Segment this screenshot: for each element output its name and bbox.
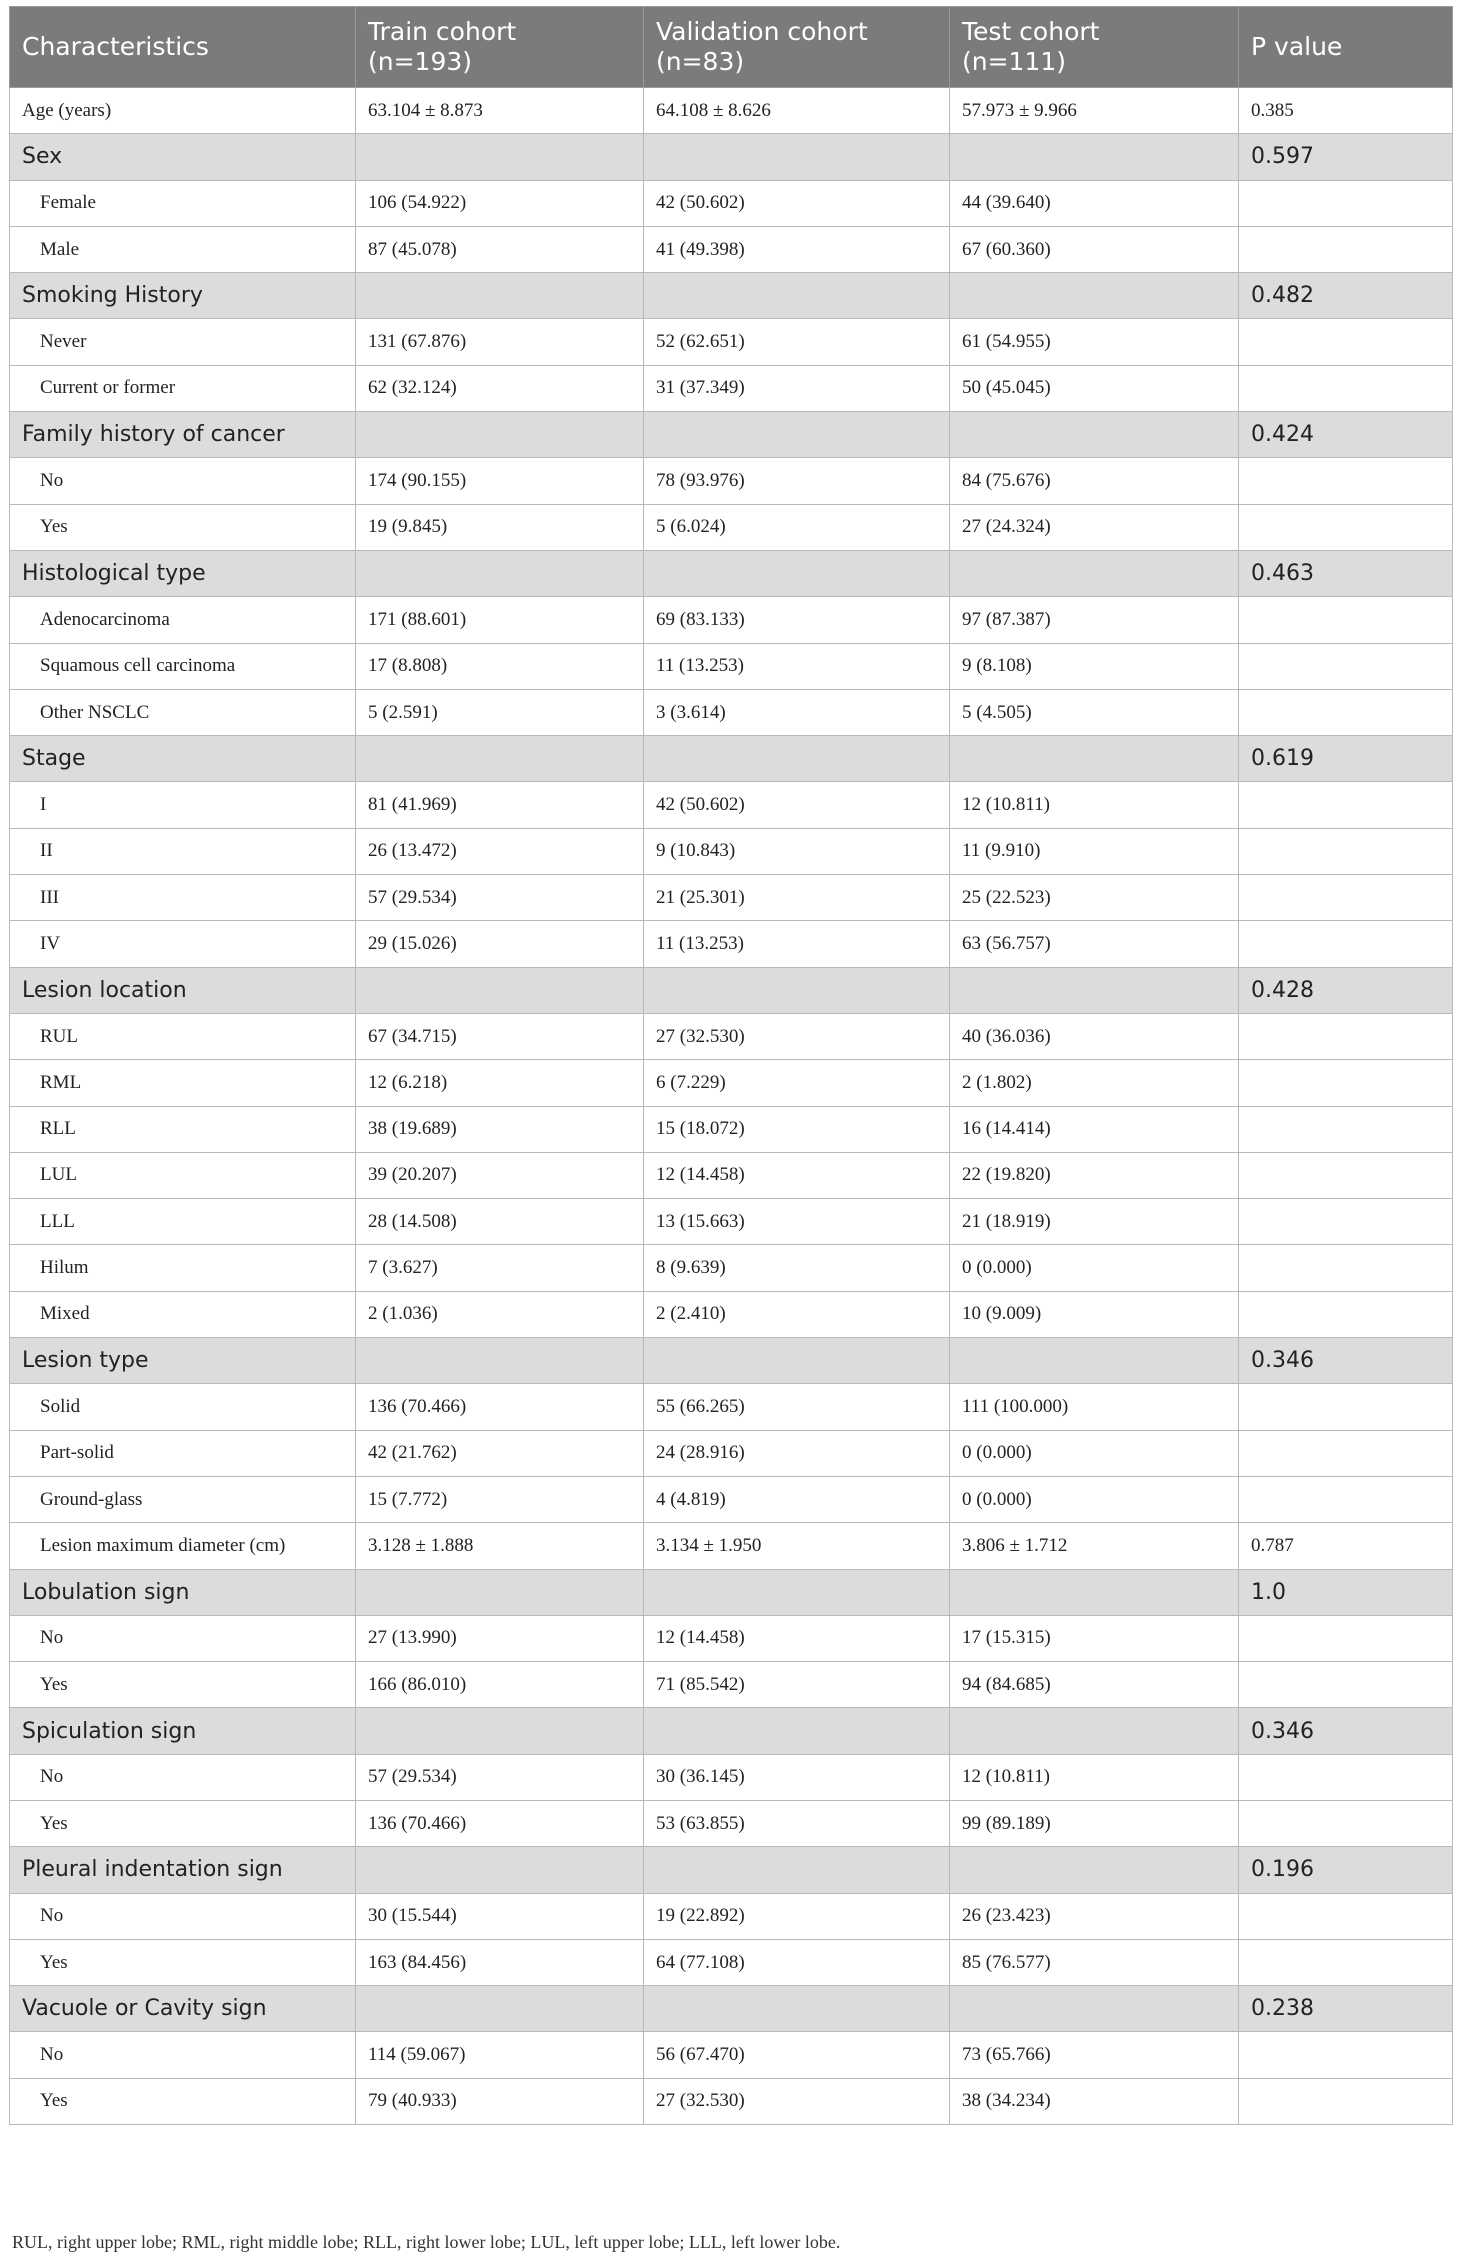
table-row: [10, 1523, 1453, 1569]
table-row: [10, 1893, 1453, 1939]
cohort-value-cell: 10 (9.009): [950, 1291, 1239, 1337]
p-value-cell: [1239, 1291, 1453, 1337]
cohort-value-cell: 63 (56.757): [950, 921, 1239, 967]
column-header-title: Characteristics: [22, 32, 209, 61]
group-header-row: [10, 273, 1453, 319]
cohort-value-cell: 71 (85.542): [644, 1662, 950, 1708]
row-label-cell: Male: [10, 226, 356, 272]
cohort-value-cell: [356, 1338, 644, 1384]
table-header-row: [10, 7, 1453, 88]
p-value-cell: [1239, 504, 1453, 550]
cohort-value-cell: 22 (19.820): [950, 1152, 1239, 1198]
p-value-cell: [1239, 828, 1453, 874]
p-value-cell: [1239, 875, 1453, 921]
cohort-value-cell: [644, 550, 950, 596]
cohort-value-cell: 44 (39.640): [950, 180, 1239, 226]
table-row: [10, 88, 1453, 134]
table-row: [10, 689, 1453, 735]
cohort-value-cell: 28 (14.508): [356, 1199, 644, 1245]
column-header: [1239, 7, 1453, 88]
cohort-value-cell: [950, 412, 1239, 458]
cohort-value-cell: 38 (34.234): [950, 2078, 1239, 2124]
row-label-cell: No: [10, 1615, 356, 1661]
group-header-row: [10, 134, 1453, 180]
row-label-cell: IV: [10, 921, 356, 967]
column-header-title: Train cohort: [368, 17, 517, 46]
cohort-value-cell: 64 (77.108): [644, 1939, 950, 1985]
cohort-value-cell: 16 (14.414): [950, 1106, 1239, 1152]
row-label-cell: Hilum: [10, 1245, 356, 1291]
cohort-value-cell: 21 (25.301): [644, 875, 950, 921]
row-label-cell: I: [10, 782, 356, 828]
table-row: [10, 2032, 1453, 2078]
p-value-cell: [1239, 1152, 1453, 1198]
row-label-cell: Ground-glass: [10, 1476, 356, 1522]
p-value-cell: [1239, 2032, 1453, 2078]
cohort-value-cell: 19 (22.892): [644, 1893, 950, 1939]
table-row: [10, 1615, 1453, 1661]
table-row: [10, 180, 1453, 226]
cohort-value-cell: 6 (7.229): [644, 1060, 950, 1106]
row-label-cell: RUL: [10, 1013, 356, 1059]
cohort-value-cell: 30 (36.145): [644, 1754, 950, 1800]
cohort-value-cell: [356, 412, 644, 458]
cohort-value-cell: 12 (14.458): [644, 1615, 950, 1661]
row-label-cell: Spiculation sign: [10, 1708, 356, 1754]
cohort-value-cell: [644, 273, 950, 319]
cohort-value-cell: 97 (87.387): [950, 597, 1239, 643]
group-header-row: [10, 1986, 1453, 2032]
table-row: [10, 828, 1453, 874]
cohort-value-cell: 15 (18.072): [644, 1106, 950, 1152]
group-header-row: [10, 967, 1453, 1013]
table-row: [10, 1939, 1453, 1985]
cohort-value-cell: 7 (3.627): [356, 1245, 644, 1291]
group-header-row: [10, 1569, 1453, 1615]
row-label-cell: Lesion location: [10, 967, 356, 1013]
p-value-cell: 0.619: [1239, 736, 1453, 782]
table-row: [10, 1245, 1453, 1291]
cohort-value-cell: [950, 1847, 1239, 1893]
row-label-cell: No: [10, 1893, 356, 1939]
p-value-cell: [1239, 643, 1453, 689]
p-value-cell: 0.196: [1239, 1847, 1453, 1893]
p-value-cell: [1239, 1893, 1453, 1939]
row-label-cell: Current or former: [10, 365, 356, 411]
cohort-value-cell: 30 (15.544): [356, 1893, 644, 1939]
characteristics-table: [9, 6, 1453, 2125]
cohort-value-cell: 12 (14.458): [644, 1152, 950, 1198]
cohort-value-cell: 11 (13.253): [644, 921, 950, 967]
cohort-value-cell: 57 (29.534): [356, 1754, 644, 1800]
cohort-value-cell: 166 (86.010): [356, 1662, 644, 1708]
cohort-value-cell: 61 (54.955): [950, 319, 1239, 365]
table-row: [10, 875, 1453, 921]
cohort-value-cell: 29 (15.026): [356, 921, 644, 967]
row-label-cell: II: [10, 828, 356, 874]
cohort-value-cell: 87 (45.078): [356, 226, 644, 272]
cohort-value-cell: 27 (13.990): [356, 1615, 644, 1661]
p-value-cell: [1239, 597, 1453, 643]
cohort-value-cell: [644, 1569, 950, 1615]
p-value-cell: [1239, 2078, 1453, 2124]
row-label-cell: RLL: [10, 1106, 356, 1152]
cohort-value-cell: [356, 550, 644, 596]
cohort-value-cell: 79 (40.933): [356, 2078, 644, 2124]
cohort-value-cell: 8 (9.639): [644, 1245, 950, 1291]
group-header-row: [10, 1708, 1453, 1754]
cohort-value-cell: 2 (2.410): [644, 1291, 950, 1337]
cohort-value-cell: 27 (32.530): [644, 2078, 950, 2124]
table-row: [10, 1430, 1453, 1476]
cohort-value-cell: [950, 1338, 1239, 1384]
cohort-value-cell: 3.134 ± 1.950: [644, 1523, 950, 1569]
cohort-value-cell: 11 (13.253): [644, 643, 950, 689]
cohort-value-cell: 42 (21.762): [356, 1430, 644, 1476]
table-row: [10, 1800, 1453, 1846]
cohort-value-cell: 3.806 ± 1.712: [950, 1523, 1239, 1569]
cohort-value-cell: 136 (70.466): [356, 1800, 644, 1846]
column-header-count: (n=111): [962, 47, 1067, 76]
table-body: [10, 88, 1453, 2125]
p-value-cell: [1239, 180, 1453, 226]
p-value-cell: [1239, 782, 1453, 828]
p-value-cell: [1239, 319, 1453, 365]
cohort-value-cell: [950, 1986, 1239, 2032]
cohort-value-cell: [644, 134, 950, 180]
cohort-value-cell: 63.104 ± 8.873: [356, 88, 644, 134]
group-header-row: [10, 736, 1453, 782]
row-label-cell: Mixed: [10, 1291, 356, 1337]
cohort-value-cell: 0 (0.000): [950, 1476, 1239, 1522]
p-value-cell: [1239, 1662, 1453, 1708]
column-header-title: Validation cohort: [656, 17, 868, 46]
cohort-value-cell: [644, 1708, 950, 1754]
table-row: [10, 226, 1453, 272]
cohort-value-cell: [644, 1847, 950, 1893]
cohort-value-cell: 3 (3.614): [644, 689, 950, 735]
cohort-value-cell: 15 (7.772): [356, 1476, 644, 1522]
table-row: [10, 1152, 1453, 1198]
table-row: [10, 319, 1453, 365]
cohort-value-cell: 62 (32.124): [356, 365, 644, 411]
cohort-value-cell: 171 (88.601): [356, 597, 644, 643]
cohort-value-cell: 40 (36.036): [950, 1013, 1239, 1059]
cohort-value-cell: [644, 1338, 950, 1384]
p-value-cell: 1.0: [1239, 1569, 1453, 1615]
p-value-cell: [1239, 1106, 1453, 1152]
table-row: [10, 504, 1453, 550]
row-label-cell: Pleural indentation sign: [10, 1847, 356, 1893]
group-header-row: [10, 550, 1453, 596]
cohort-value-cell: 81 (41.969): [356, 782, 644, 828]
cohort-value-cell: 12 (10.811): [950, 1754, 1239, 1800]
cohort-value-cell: 174 (90.155): [356, 458, 644, 504]
column-header: [644, 7, 950, 88]
cohort-value-cell: 136 (70.466): [356, 1384, 644, 1430]
table-row: [10, 458, 1453, 504]
cohort-value-cell: 52 (62.651): [644, 319, 950, 365]
column-header-count: (n=83): [656, 47, 745, 76]
p-value-cell: 0.463: [1239, 550, 1453, 596]
cohort-value-cell: 163 (84.456): [356, 1939, 644, 1985]
row-label-cell: Lesion maximum diameter (cm): [10, 1523, 356, 1569]
p-value-cell: [1239, 1476, 1453, 1522]
row-label-cell: Family history of cancer: [10, 412, 356, 458]
column-header: [10, 7, 356, 88]
cohort-value-cell: [356, 967, 644, 1013]
p-value-cell: 0.346: [1239, 1338, 1453, 1384]
p-value-cell: [1239, 226, 1453, 272]
cohort-value-cell: 53 (63.855): [644, 1800, 950, 1846]
cohort-value-cell: 24 (28.916): [644, 1430, 950, 1476]
cohort-value-cell: 17 (15.315): [950, 1615, 1239, 1661]
p-value-cell: [1239, 1800, 1453, 1846]
row-label-cell: Solid: [10, 1384, 356, 1430]
row-label-cell: Other NSCLC: [10, 689, 356, 735]
row-label-cell: Adenocarcinoma: [10, 597, 356, 643]
cohort-value-cell: [950, 273, 1239, 319]
column-header-title: Test cohort: [962, 17, 1100, 46]
cohort-value-cell: [644, 412, 950, 458]
row-label-cell: RML: [10, 1060, 356, 1106]
cohort-value-cell: [356, 1847, 644, 1893]
cohort-value-cell: 56 (67.470): [644, 2032, 950, 2078]
cohort-value-cell: 19 (9.845): [356, 504, 644, 550]
cohort-value-cell: 84 (75.676): [950, 458, 1239, 504]
table-row: [10, 1384, 1453, 1430]
cohort-value-cell: 55 (66.265): [644, 1384, 950, 1430]
cohort-value-cell: 21 (18.919): [950, 1199, 1239, 1245]
cohort-value-cell: 67 (34.715): [356, 1013, 644, 1059]
cohort-value-cell: 57 (29.534): [356, 875, 644, 921]
p-value-cell: [1239, 1199, 1453, 1245]
column-header-title: P value: [1251, 32, 1343, 61]
cohort-value-cell: [950, 1569, 1239, 1615]
p-value-cell: [1239, 1615, 1453, 1661]
cohort-value-cell: 41 (49.398): [644, 226, 950, 272]
cohort-value-cell: 9 (8.108): [950, 643, 1239, 689]
p-value-cell: [1239, 1060, 1453, 1106]
cohort-value-cell: 26 (23.423): [950, 1893, 1239, 1939]
group-header-row: [10, 412, 1453, 458]
cohort-value-cell: 5 (4.505): [950, 689, 1239, 735]
row-label-cell: Yes: [10, 1662, 356, 1708]
cohort-value-cell: 106 (54.922): [356, 180, 644, 226]
cohort-value-cell: [950, 134, 1239, 180]
cohort-value-cell: 64.108 ± 8.626: [644, 88, 950, 134]
table-row: [10, 597, 1453, 643]
p-value-cell: 0.424: [1239, 412, 1453, 458]
column-header: [356, 7, 644, 88]
cohort-value-cell: 67 (60.360): [950, 226, 1239, 272]
p-value-cell: 0.597: [1239, 134, 1453, 180]
table-row: [10, 643, 1453, 689]
p-value-cell: [1239, 689, 1453, 735]
cohort-value-cell: 9 (10.843): [644, 828, 950, 874]
p-value-cell: [1239, 1939, 1453, 1985]
cohort-value-cell: 42 (50.602): [644, 180, 950, 226]
cohort-value-cell: [950, 967, 1239, 1013]
row-label-cell: Yes: [10, 2078, 356, 2124]
cohort-value-cell: 5 (6.024): [644, 504, 950, 550]
cohort-value-cell: [950, 550, 1239, 596]
cohort-value-cell: 42 (50.602): [644, 782, 950, 828]
table-row: [10, 1199, 1453, 1245]
cohort-value-cell: [356, 1569, 644, 1615]
cohort-value-cell: 3.128 ± 1.888: [356, 1523, 644, 1569]
cohort-value-cell: [644, 1986, 950, 2032]
cohort-value-cell: 69 (83.133): [644, 597, 950, 643]
cohort-value-cell: 27 (24.324): [950, 504, 1239, 550]
cohort-value-cell: 12 (10.811): [950, 782, 1239, 828]
p-value-cell: 0.238: [1239, 1986, 1453, 2032]
p-value-cell: [1239, 1754, 1453, 1800]
cohort-value-cell: 5 (2.591): [356, 689, 644, 735]
cohort-value-cell: 85 (76.577): [950, 1939, 1239, 1985]
table-row: [10, 365, 1453, 411]
p-value-cell: 0.787: [1239, 1523, 1453, 1569]
cohort-value-cell: [950, 736, 1239, 782]
row-label-cell: Sex: [10, 134, 356, 180]
row-label-cell: Smoking History: [10, 273, 356, 319]
row-label-cell: Histological type: [10, 550, 356, 596]
table-row: [10, 782, 1453, 828]
cohort-value-cell: 2 (1.036): [356, 1291, 644, 1337]
p-value-cell: [1239, 1245, 1453, 1291]
cohort-value-cell: 25 (22.523): [950, 875, 1239, 921]
cohort-value-cell: [356, 736, 644, 782]
row-label-cell: LLL: [10, 1199, 356, 1245]
cohort-value-cell: 99 (89.189): [950, 1800, 1239, 1846]
cohort-value-cell: 114 (59.067): [356, 2032, 644, 2078]
column-header: [950, 7, 1239, 88]
cohort-value-cell: 0 (0.000): [950, 1430, 1239, 1476]
p-value-cell: [1239, 1384, 1453, 1430]
table-row: [10, 921, 1453, 967]
p-value-cell: 0.482: [1239, 273, 1453, 319]
cohort-value-cell: [356, 1986, 644, 2032]
table-row: [10, 1013, 1453, 1059]
row-label-cell: Lobulation sign: [10, 1569, 356, 1615]
cohort-value-cell: 73 (65.766): [950, 2032, 1239, 2078]
p-value-cell: [1239, 1430, 1453, 1476]
column-header-count: (n=193): [368, 47, 473, 76]
row-label-cell: Age (years): [10, 88, 356, 134]
row-label-cell: Vacuole or Cavity sign: [10, 1986, 356, 2032]
table-footnote: RUL, right upper lobe; RML, right middle lobe; RLL, right lower lobe; LUL, left upper lobe; LLL, left lower lobe.: [12, 2232, 841, 2252]
cohort-value-cell: 111 (100.000): [950, 1384, 1239, 1430]
cohort-value-cell: 94 (84.685): [950, 1662, 1239, 1708]
row-label-cell: No: [10, 458, 356, 504]
row-label-cell: LUL: [10, 1152, 356, 1198]
cohort-value-cell: [356, 134, 644, 180]
p-value-cell: [1239, 921, 1453, 967]
row-label-cell: Yes: [10, 1800, 356, 1846]
p-value-cell: [1239, 365, 1453, 411]
row-label-cell: No: [10, 1754, 356, 1800]
cohort-value-cell: 38 (19.689): [356, 1106, 644, 1152]
cohort-value-cell: 78 (93.976): [644, 458, 950, 504]
row-label-cell: No: [10, 2032, 356, 2078]
cohort-value-cell: 57.973 ± 9.966: [950, 88, 1239, 134]
p-value-cell: 0.385: [1239, 88, 1453, 134]
cohort-value-cell: 13 (15.663): [644, 1199, 950, 1245]
cohort-value-cell: 131 (67.876): [356, 319, 644, 365]
cohort-value-cell: [644, 967, 950, 1013]
cohort-value-cell: [950, 1708, 1239, 1754]
p-value-cell: [1239, 458, 1453, 504]
row-label-cell: Never: [10, 319, 356, 365]
group-header-row: [10, 1338, 1453, 1384]
cohort-value-cell: [356, 1708, 644, 1754]
table-row: [10, 1291, 1453, 1337]
cohort-value-cell: 12 (6.218): [356, 1060, 644, 1106]
cohort-value-cell: 11 (9.910): [950, 828, 1239, 874]
row-label-cell: Yes: [10, 504, 356, 550]
table-row: [10, 2078, 1453, 2124]
cohort-value-cell: 50 (45.045): [950, 365, 1239, 411]
row-label-cell: Squamous cell carcinoma: [10, 643, 356, 689]
cohort-value-cell: 0 (0.000): [950, 1245, 1239, 1291]
cohort-value-cell: [356, 273, 644, 319]
table-row: [10, 1754, 1453, 1800]
cohort-value-cell: 31 (37.349): [644, 365, 950, 411]
cohort-value-cell: 4 (4.819): [644, 1476, 950, 1522]
row-label-cell: Stage: [10, 736, 356, 782]
p-value-cell: 0.346: [1239, 1708, 1453, 1754]
cohort-value-cell: 27 (32.530): [644, 1013, 950, 1059]
p-value-cell: [1239, 1013, 1453, 1059]
cohort-value-cell: [644, 736, 950, 782]
table-row: [10, 1662, 1453, 1708]
row-label-cell: Female: [10, 180, 356, 226]
cohort-value-cell: 17 (8.808): [356, 643, 644, 689]
row-label-cell: Lesion type: [10, 1338, 356, 1384]
cohort-value-cell: 2 (1.802): [950, 1060, 1239, 1106]
cohort-value-cell: 39 (20.207): [356, 1152, 644, 1198]
row-label-cell: Part-solid: [10, 1430, 356, 1476]
table-row: [10, 1106, 1453, 1152]
cohort-value-cell: 26 (13.472): [356, 828, 644, 874]
p-value-cell: 0.428: [1239, 967, 1453, 1013]
table-row: [10, 1060, 1453, 1106]
row-label-cell: Yes: [10, 1939, 356, 1985]
table-row: [10, 1476, 1453, 1522]
row-label-cell: III: [10, 875, 356, 921]
group-header-row: [10, 1847, 1453, 1893]
